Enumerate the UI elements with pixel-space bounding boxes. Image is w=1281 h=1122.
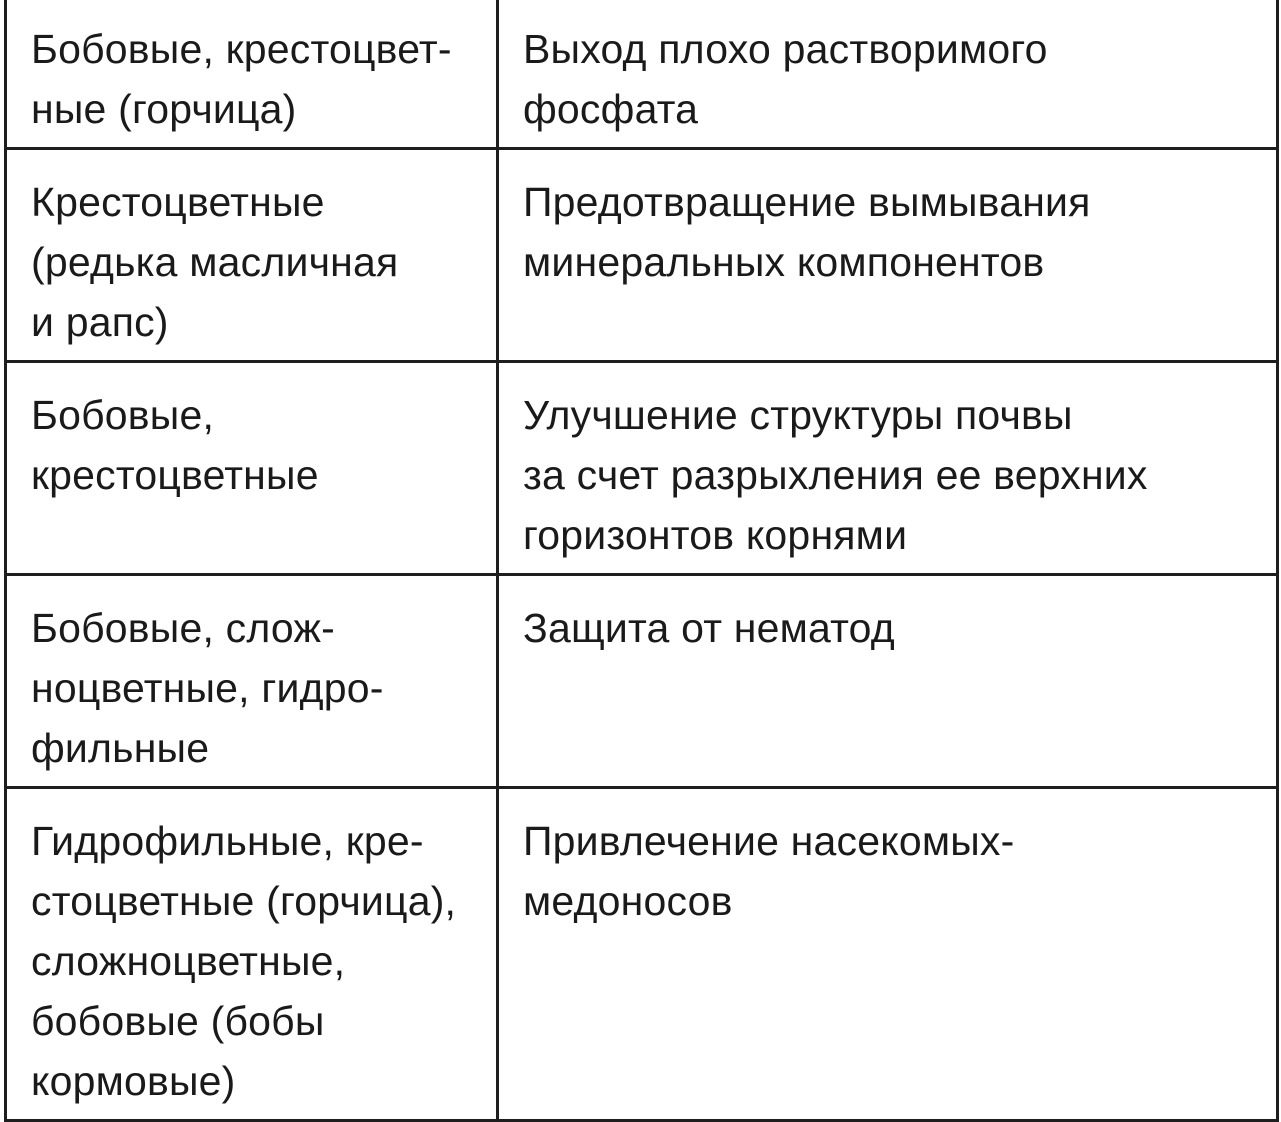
effect-cell <box>498 0 1278 149</box>
crop-group-cell <box>6 149 498 362</box>
cell-text-line: (редька масличная <box>31 239 399 285</box>
cell-text-line: и рапс) <box>31 299 169 345</box>
cell-text-line: за счет разрыхления ее верхних <box>523 452 1148 498</box>
cell-text-line: ные (горчица) <box>31 86 297 132</box>
table-row <box>6 788 1278 1121</box>
cell-text-line: Привлечение насекомых- <box>523 818 1015 864</box>
crop-group-cell <box>6 0 498 149</box>
crop-group-cell <box>6 788 498 1121</box>
effect-cell <box>498 788 1278 1121</box>
table-row <box>6 0 1278 149</box>
cell-text-line: фосфата <box>523 86 699 132</box>
cell-text-line: стоцветные (горчица), <box>31 878 457 924</box>
table-row <box>6 575 1278 788</box>
cell-text-line: горизонтов корнями <box>523 512 908 558</box>
cell-text-line: Бобовые, слож- <box>31 605 335 651</box>
cell-text-line: кормовые) <box>31 1058 236 1104</box>
table-row <box>6 362 1278 575</box>
cell-text-line: Гидрофильные, кре- <box>31 818 424 864</box>
crop-group-cell <box>6 575 498 788</box>
cell-text-line: крестоцветные <box>31 452 319 498</box>
effect-cell <box>498 575 1278 788</box>
effect-cell <box>498 362 1278 575</box>
cell-text-line: минеральных компонентов <box>523 239 1045 285</box>
cell-text-line: Крестоцветные <box>31 179 325 225</box>
cell-text-line: Улучшение структуры почвы <box>523 392 1073 438</box>
table-row <box>6 149 1278 362</box>
cell-text-line: медоносов <box>523 878 733 924</box>
cell-text-line: Предотвращение вымывания <box>523 179 1091 225</box>
crop-benefits-table <box>4 0 1279 1122</box>
cell-text-line: Выход плохо растворимого <box>523 26 1048 72</box>
cell-text-line: Бобовые, крестоцвет- <box>31 26 452 72</box>
cell-text-line: Бобовые, <box>31 392 215 438</box>
cell-text-line: сложноцветные, <box>31 938 346 984</box>
cell-text-line: ноцветные, гидро- <box>31 665 384 711</box>
cell-text-line: Защита от нематод <box>523 605 895 651</box>
effect-cell <box>498 149 1278 362</box>
cell-text-line: бобовые (бобы <box>31 998 325 1044</box>
cell-text-line: фильные <box>31 725 210 771</box>
crop-group-cell <box>6 362 498 575</box>
